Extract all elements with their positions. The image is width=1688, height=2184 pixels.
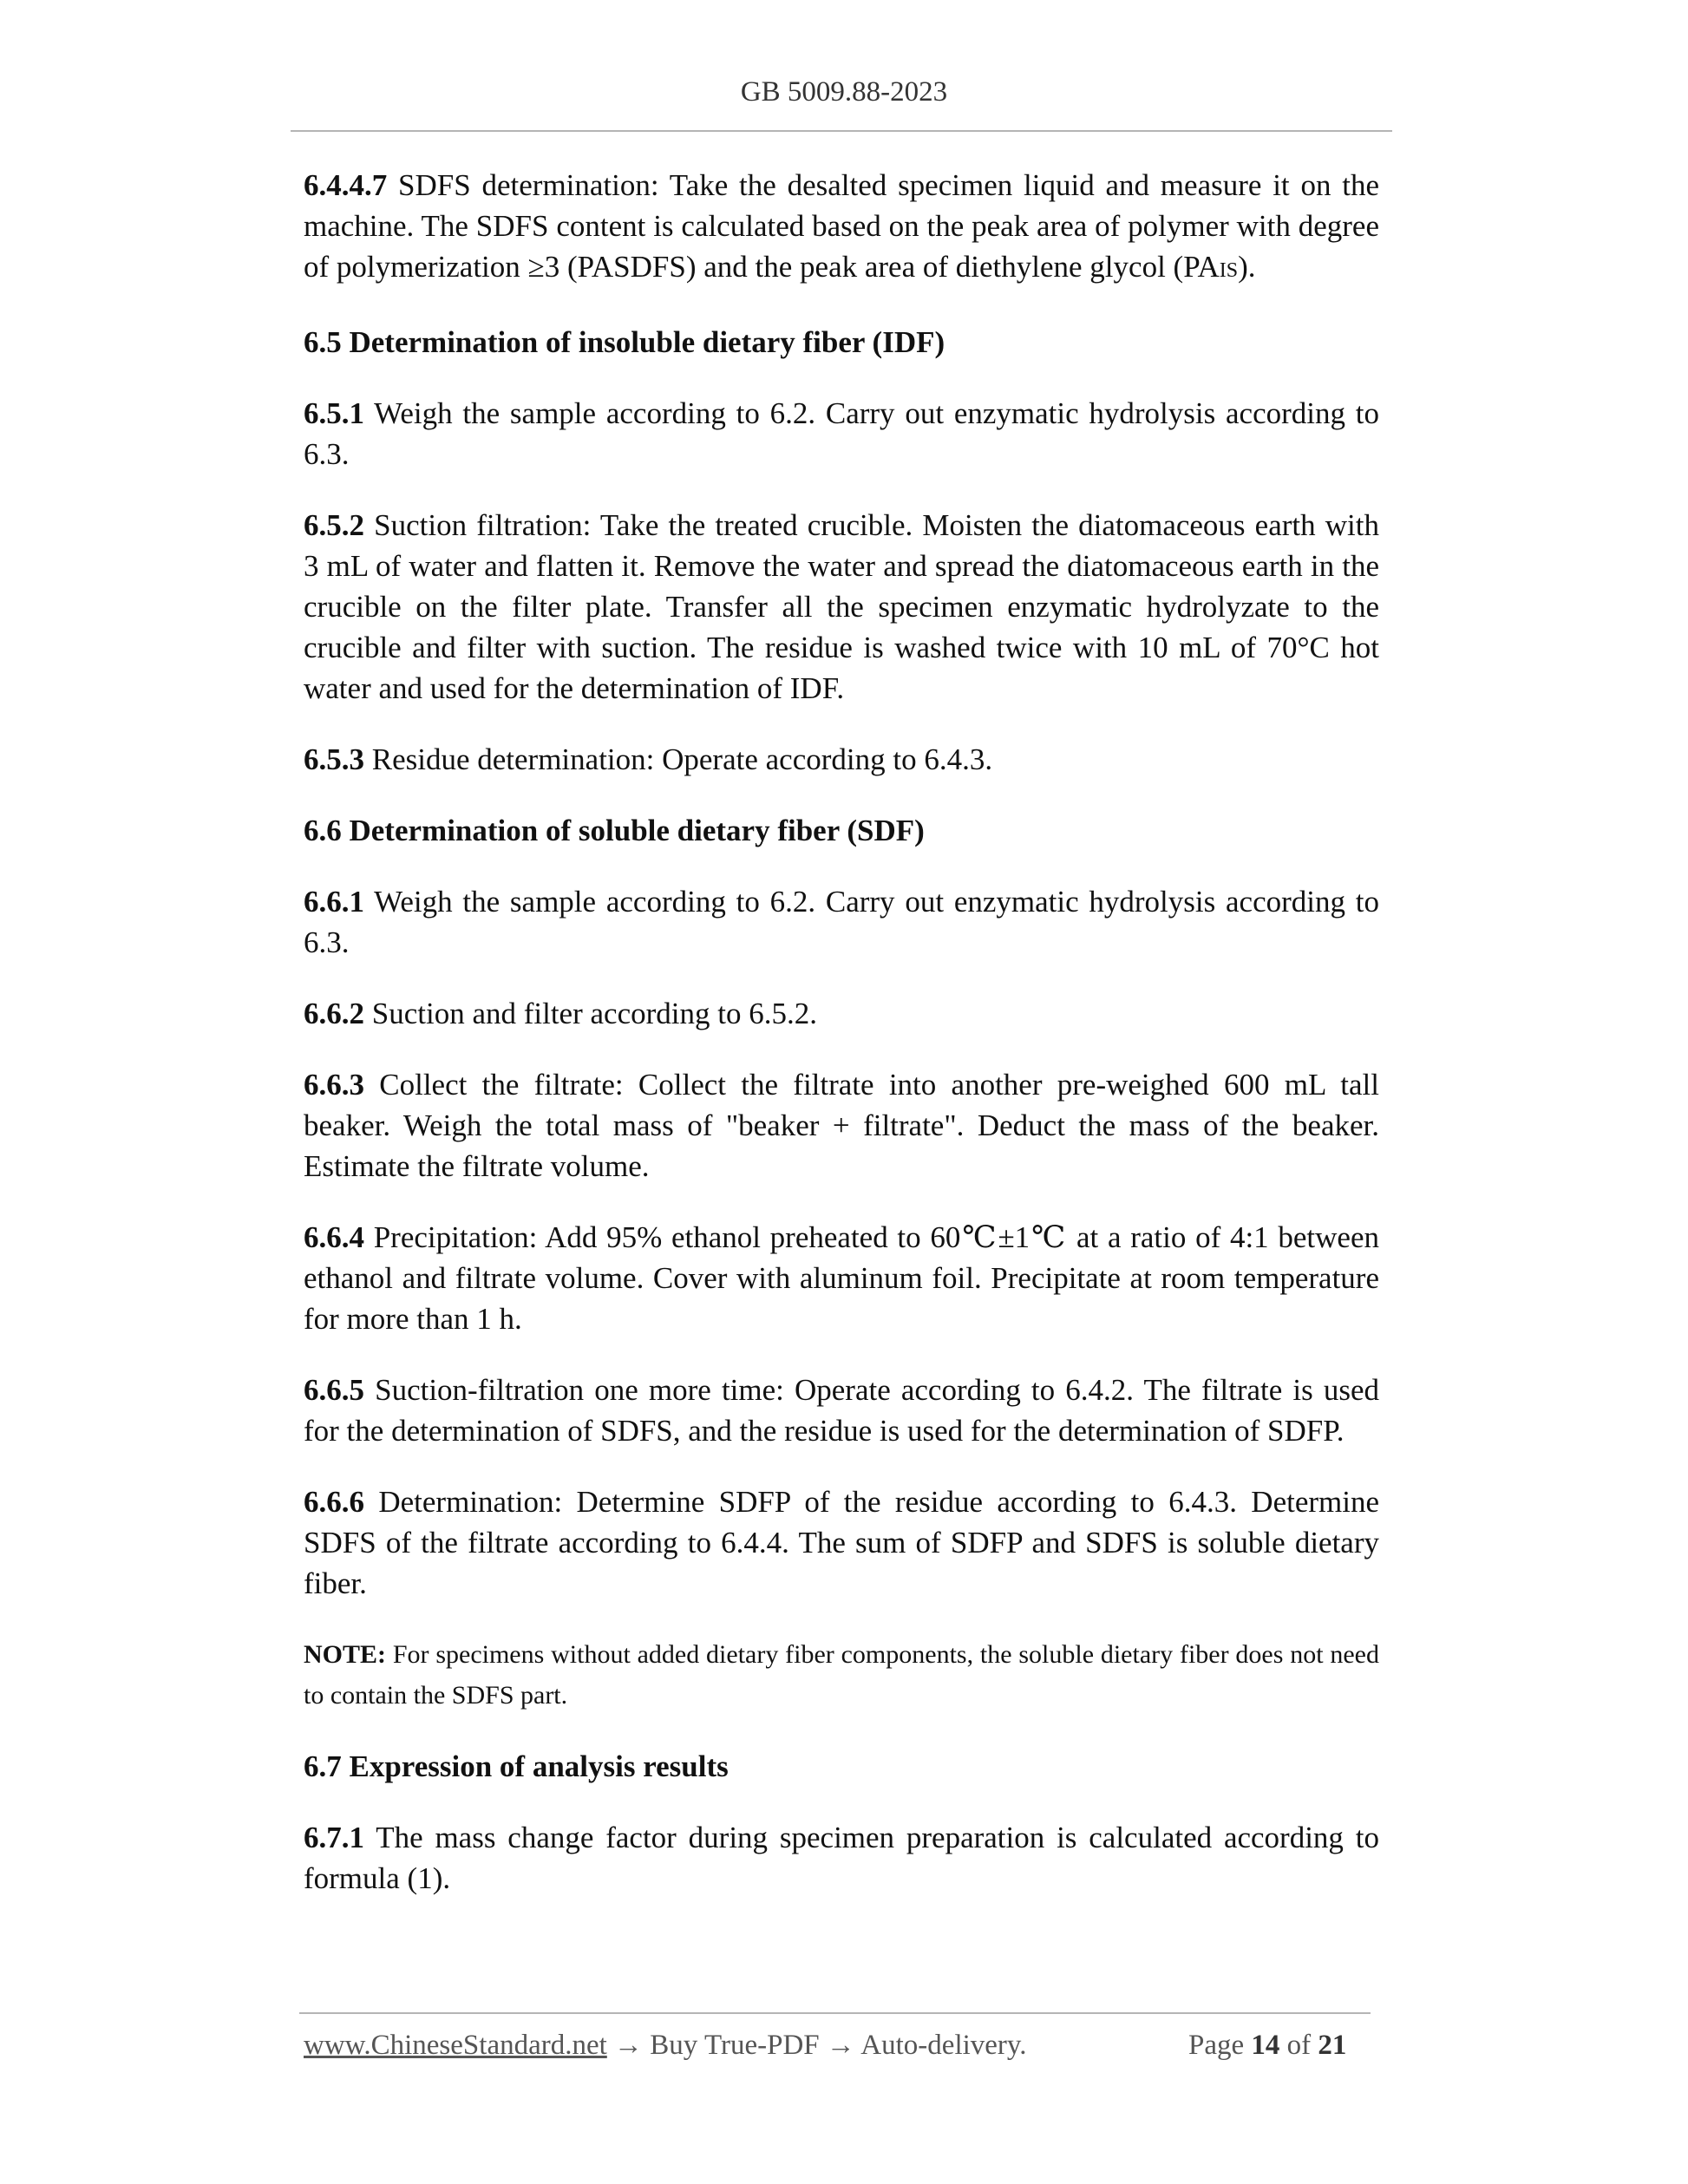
page-total: 21	[1318, 2030, 1347, 2061]
section-heading-6-6: 6.6 Determination of soluble dietary fiber (SDF)	[304, 814, 925, 847]
note-paragraph	[304, 1634, 1379, 1716]
clause-text: Weigh the sample according to 6.2. Carry out enzymatic hydrolysis according to 6.3.	[304, 396, 1379, 471]
note-label: NOTE:	[304, 1640, 387, 1669]
header-divider	[291, 130, 1392, 132]
clause-6-6-6	[304, 1481, 1379, 1604]
clause-6-5-2	[304, 505, 1379, 709]
clause-text: Residue determination: Operate according to 6.4.3.	[364, 742, 993, 776]
clause-text: Determination: Determine SDFP of the residue according to 6.4.3. Determine SDFS of the filtrate according to 6.4.4. The sum of SDFP and SDFS is soluble dietary fiber.	[304, 1485, 1379, 1600]
clause-number: 6.5.2	[304, 508, 364, 542]
clause-number: 6.6.1	[304, 885, 364, 919]
of-word: of	[1286, 2030, 1312, 2061]
clause-text: SDFS determination: Take the desalted specimen liquid and measure it on the machine. The SDFS content is calculated based on the peak area of polymer with degree of polymerization ≥3 (PASDFS) and the peak area of diethylene glycol (PA	[304, 168, 1379, 284]
clause-number: 6.7.1	[304, 1821, 364, 1854]
footer-tagline: → Buy True-PDF → Auto-delivery.	[606, 2030, 1027, 2061]
clause-6-6-1	[304, 881, 1379, 963]
section-heading-6-7: 6.7 Expression of analysis results	[304, 1749, 729, 1783]
clause-6-5-1	[304, 393, 1379, 474]
clause-text: Suction and filter according to 6.5.2.	[364, 997, 817, 1030]
site-link[interactable]: www.ChineseStandard.net	[304, 2030, 607, 2061]
clause-6-6-4	[304, 1217, 1379, 1339]
clause-number: 6.5.1	[304, 396, 364, 430]
clause-number: 6.4.4.7	[304, 168, 388, 202]
document-header-title: GB 5009.88-2023	[740, 76, 948, 108]
clause-text: The mass change factor during specimen preparation is calculated according to formula (1).	[304, 1821, 1379, 1895]
clause-number: 6.6.6	[304, 1485, 364, 1519]
document-body	[304, 165, 1379, 1929]
clause-6-6-2	[304, 993, 1379, 1034]
footer-promo	[304, 2030, 1027, 2062]
clause-text: Weigh the sample according to 6.2. Carry out enzymatic hydrolysis according to 6.3.	[304, 885, 1379, 959]
clause-number: 6.6.5	[304, 1373, 364, 1407]
clause-number: 6.5.3	[304, 742, 364, 776]
page-indicator	[1188, 2030, 1346, 2062]
page-word: Page	[1188, 2030, 1245, 2061]
clause-number: 6.6.3	[304, 1068, 364, 1102]
footer-divider	[299, 2012, 1371, 2014]
clause-text: Collect the filtrate: Collect the filtrate into another pre-weighed 600 mL tall beaker. Weigh the total mass of "beaker + filtrate". Deduct the mass of the beaker. Estimate the filtrate volume.	[304, 1068, 1379, 1183]
clause-6-6-3	[304, 1064, 1379, 1187]
subscript-text: IS	[1219, 259, 1239, 282]
clause-6-6-5	[304, 1370, 1379, 1451]
clause-text: Precipitation: Add 95% ethanol preheated to 60℃±1℃ at a ratio of 4:1 between ethanol and filtrate volume. Cover with aluminum foil. Precipitate at room temperature for more than 1 h.	[304, 1220, 1379, 1336]
clause-6-7-1	[304, 1817, 1379, 1899]
clause-text: Suction-filtration one more time: Operate according to 6.4.2. The filtrate is used for the determination of SDFS, and the residue is used for the determination of SDFP.	[304, 1373, 1379, 1448]
clause-number: 6.6.2	[304, 997, 364, 1030]
clause-text-end: ).	[1238, 250, 1256, 284]
clause-6-4-4-7	[304, 165, 1379, 291]
clause-number: 6.6.4	[304, 1220, 364, 1254]
note-text: For specimens without added dietary fiber components, the soluble dietary fiber does not need to contain the SDFS part.	[304, 1640, 1379, 1710]
clause-6-5-3	[304, 739, 1379, 780]
clause-text: Suction filtration: Take the treated crucible. Moisten the diatomaceous earth with 3 mL of water and flatten it. Remove the water and spread the diatomaceous earth in the crucible on the filter plate. Transfer all the specimen enzymatic hydrolyzate to the crucible and filter with suction. The residue is washed twice with 10 mL of 70°C hot water and used for the determination of IDF.	[304, 508, 1379, 705]
section-heading-6-5: 6.5 Determination of insoluble dietary fiber (IDF)	[304, 325, 945, 359]
page-current: 14	[1251, 2030, 1280, 2061]
